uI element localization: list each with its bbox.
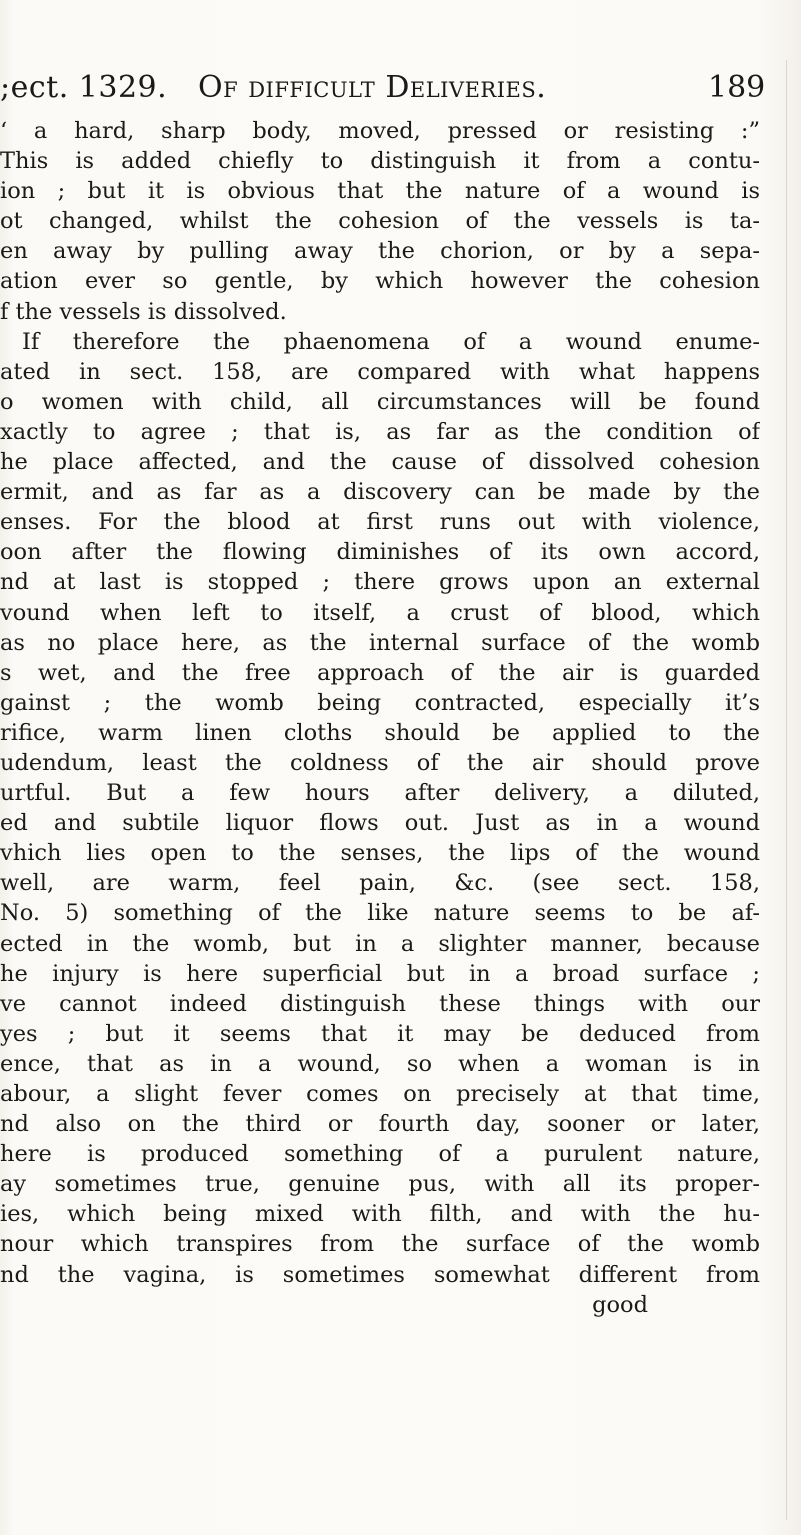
text-line: ay sometimes true, genuine pus, with all its proper-: [0, 1171, 760, 1198]
text-line: en away by pulling away the chorion, or by a sepa-: [0, 238, 760, 265]
text-line: nd the vagina, is sometimes somewhat different from: [0, 1261, 760, 1288]
text-line: vound when left to itself, a crust of blood, which: [0, 599, 760, 626]
text-line: ed and subtile liquor flows out. Just as in a wound: [0, 810, 760, 837]
running-title: Of difficult Deliveries.: [198, 70, 547, 105]
text-line: oon after the flowing diminishes of its own accord,: [0, 539, 760, 566]
text-line: ation ever so gentle, by which however the cohesion: [0, 268, 760, 295]
text-line: ected in the womb, but in a slighter manner, because: [0, 930, 760, 957]
text-line: vhich lies open to the senses, the lips of the wound: [0, 840, 760, 867]
page-number: 189: [708, 70, 766, 105]
text-line: he place affected, and the cause of dissolved cohesion: [0, 449, 760, 476]
text-line: udendum, least the coldness of the air should prove: [0, 749, 760, 776]
text-line: yes ; but it seems that it may be deduced from: [0, 1020, 760, 1047]
text-line: rifice, warm linen cloths should be applied to the: [0, 719, 760, 746]
text-line: ion ; but it is obvious that the nature of a wound is: [0, 178, 760, 205]
text-line: This is added chiefly to distinguish it from a contu-: [0, 148, 760, 175]
text-line: abour, a slight fever comes on precisely at that time,: [0, 1081, 760, 1107]
section-reference: ;ect. 1329.: [0, 70, 168, 105]
body-text: [0, 116, 760, 1320]
text-line: ated in sect. 158, are compared with what happens: [0, 358, 760, 385]
text-line: xactly to agree ; that is, as far as the condition of: [0, 418, 760, 445]
text-line: enses. For the blood at first runs out with violence,: [0, 509, 760, 536]
text-line: nour which transpires from the surface of the womb: [0, 1231, 760, 1258]
text-line: s wet, and the free approach of the air is guarded: [0, 659, 760, 686]
text-line: ve cannot indeed distinguish these things with our: [0, 990, 760, 1017]
text-line: ence, that as in a wound, so when a woman is in: [0, 1050, 760, 1077]
text-line: here is produced something of a purulent nature,: [0, 1141, 760, 1168]
text-line: f the vessels is dissolved.: [0, 298, 287, 325]
page-edge-divider: [786, 60, 787, 1520]
text-line: ermit, and as far as a discovery can be made by the: [0, 479, 760, 506]
text-line: nd at last is stopped ; there grows upon an external: [0, 569, 760, 596]
text-line: If therefore the phaenomena of a wound enume-: [22, 328, 760, 355]
text-line: well, are warm, feel pain, &c. (see sect. 158,: [0, 870, 760, 897]
text-line: urtful. But a few hours after delivery, a diluted,: [0, 780, 760, 807]
text-line: No. 5) something of the like nature seems to be af-: [0, 900, 760, 927]
text-line: good: [592, 1291, 648, 1318]
text-line: ‘ a hard, sharp body, moved, pressed or resisting :”: [0, 118, 760, 144]
running-header: [0, 70, 801, 120]
text-line: nd also on the third or fourth day, sooner or later,: [0, 1111, 760, 1138]
text-line: ot changed, whilst the cohesion of the vessels is ta-: [0, 208, 760, 235]
text-line: he injury is here superficial but in a broad surface ;: [0, 960, 760, 987]
text-line: ies, which being mixed with filth, and with the hu-: [0, 1201, 760, 1228]
text-line: as no place here, as the internal surface of the womb: [0, 629, 760, 656]
text-line: gainst ; the womb being contracted, especially it’s: [0, 689, 760, 716]
text-line: o women with child, all circumstances will be found: [0, 388, 760, 415]
